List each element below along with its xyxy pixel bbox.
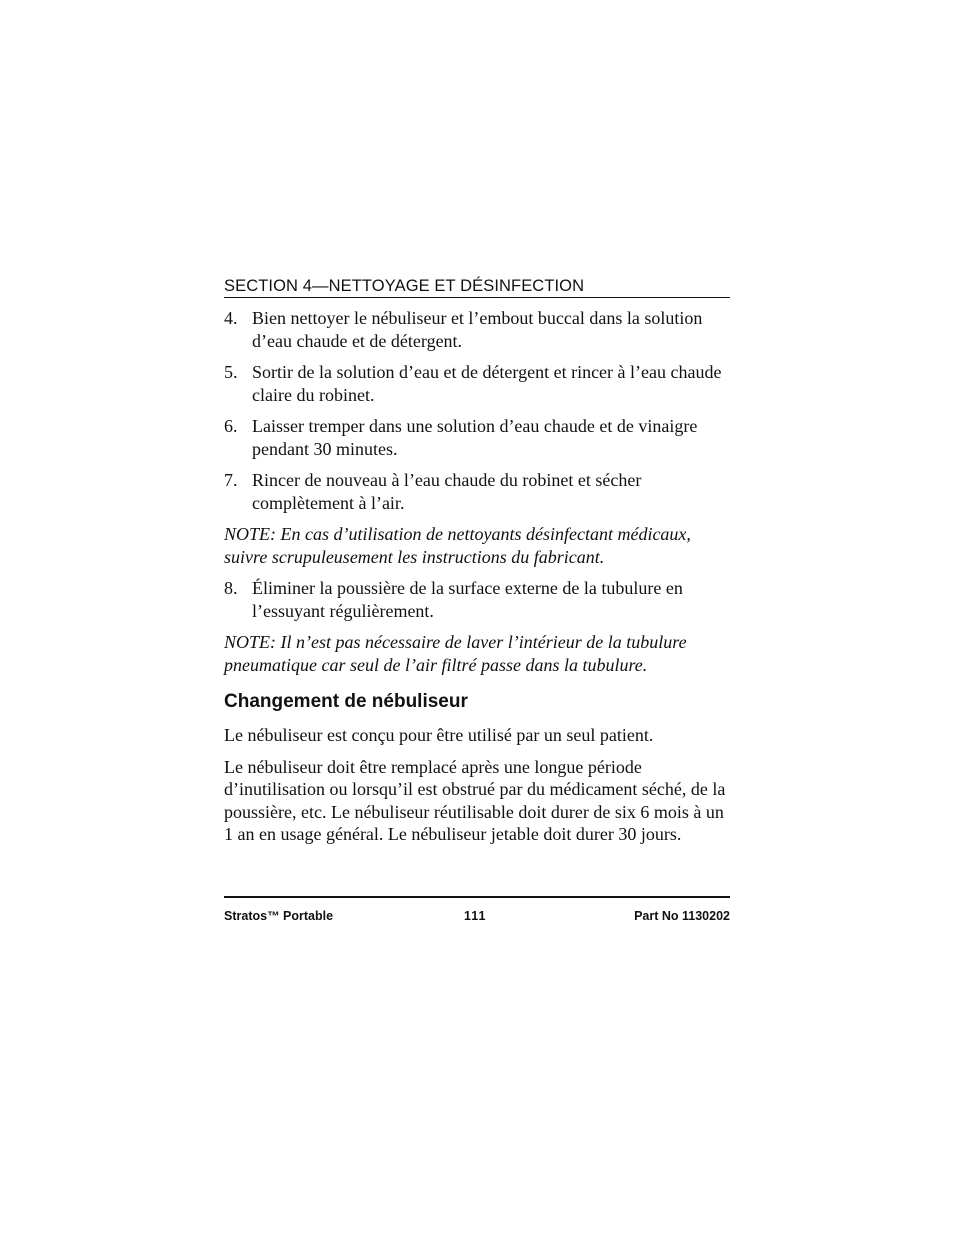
- step-number: 4.: [224, 308, 238, 328]
- subsection-title: Changement de nébuliseur: [224, 691, 468, 712]
- page-content: [224, 276, 730, 846]
- step-number: 5.: [224, 362, 238, 382]
- list-item: [224, 361, 730, 406]
- step-text: Rincer de nouveau à l’eau chaude du robinet et sécher complètement à l’air.: [252, 470, 642, 513]
- paragraph: Le nébuliseur est conçu pour être utilisé par un seul patient.: [224, 725, 654, 745]
- step-text: Bien nettoyer le nébuliseur et l’embout buccal dans la solution d’eau chaude et de détergent.: [252, 308, 703, 351]
- section-title: SECTION 4—NETTOYAGE ET DÉSINFECTION: [224, 276, 730, 298]
- step-list: [224, 577, 730, 622]
- page-footer: [224, 896, 730, 928]
- step-text: Laisser tremper dans une solution d’eau chaude et de vinaigre pendant 30 minutes.: [252, 416, 698, 459]
- step-list: [224, 307, 730, 514]
- paragraph: Le nébuliseur doit être remplacé après une longue période d’inutilisation ou lorsqu’il est obstrué par du médicament séché, de la poussière, etc. Le nébuliseur réutilisable doit durer de six 6 mois à un 1 an en usage général. Le nébuliseur jetable doit durer 30 jours.: [224, 756, 726, 844]
- footer-part-number: Part No 1130202: [634, 909, 730, 923]
- page-number: 111: [464, 909, 487, 923]
- step-number: 8.: [224, 578, 238, 598]
- list-item: [224, 577, 730, 622]
- list-item: [224, 307, 730, 352]
- step-number: 7.: [224, 470, 238, 490]
- step-text: Éliminer la poussière de la surface externe de la tubulure en l’essuyant régulièrement.: [252, 578, 683, 621]
- step-text: Sortir de la solution d’eau et de détergent et rincer à l’eau chaude claire du robinet.: [252, 362, 722, 405]
- footer-product: Stratos™ Portable: [224, 909, 334, 923]
- note-disinfectant: NOTE: En cas d’utilisation de nettoyants désinfectant médicaux, suivre scrupuleusement les instructions du fabricant.: [224, 524, 691, 567]
- list-item: [224, 469, 730, 514]
- note-tubing: NOTE: Il n’est pas nécessaire de laver l’intérieur de la tubulure pneumatique car seul de l’air filtré passe dans la tubulure.: [224, 632, 687, 675]
- list-item: [224, 415, 730, 460]
- step-number: 6.: [224, 416, 238, 436]
